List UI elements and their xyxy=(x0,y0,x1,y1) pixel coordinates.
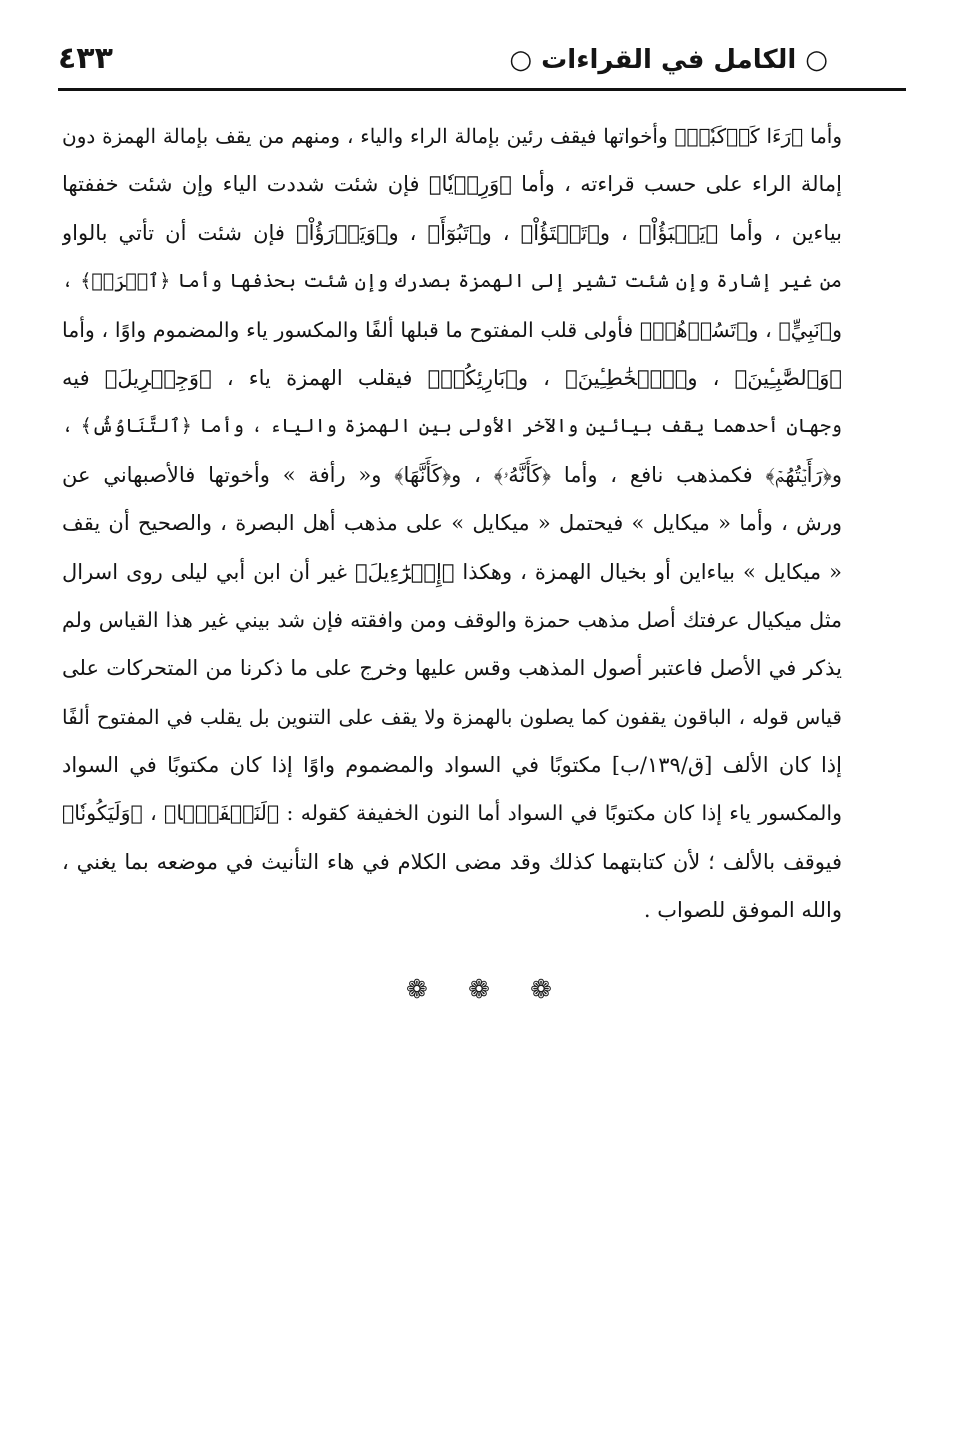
ornament-icon: ❁ xyxy=(530,975,562,1005)
text-line: إذا كان الألف [ق/١٣٩/ب] مكتوبًا في السواد والمضموم واوًا إذا كان مكتوبًا في السواد xyxy=(62,753,842,778)
ornament-icon: ❁ xyxy=(406,975,438,1005)
text-line: و﴿نَبِيٍّ﴾ ، و﴿تَسُؤۡهُمۡ﴾ فأولى قلب المفتوح ما قبلها ألفًا والمكسور ياء والمضموم واوًا ، وأما xyxy=(62,317,842,342)
text-line: ورش ، وأما « ميكايل » فيحتمل « ميكايل » على مذهب أهل البصرة ، والصحيح أن يقف xyxy=(62,511,842,536)
text-line: فيوقف بالألف ؛ لأن كتابتهما كذلك وقد مضى الكلام في هاء التأنيث في موضعه بما يغني ، xyxy=(62,849,842,874)
text-line: مثل ميكيال عرفتك أصل مذهب حمزة والوقف ومن وافقته فإن شد بيني غير هذا القياس ولم xyxy=(62,607,842,632)
body-text xyxy=(62,112,842,935)
section-end-ornaments xyxy=(0,970,968,1010)
text-line: « ميكايل » بياءاين أو بخيال الهمزة ، وهكذا ﴿إِسۡرَٰٓءِيلَ﴾ غير أن ابن أبي ليلى روى اسرال xyxy=(62,559,842,584)
text-line: قياس قوله ، الباقون يقفون كما يصلون بالهمزة ولا يقف على التنوين بل يقلب في المفتوح ألفًا xyxy=(62,704,842,729)
text-line: وجهان أحدهما يقف بيائين والآخر الأولى بين الهمزة والياء ، وأما ﴿ٱلتَّنَاوُشُ﴾ ، xyxy=(62,415,842,438)
header-rule xyxy=(58,88,906,91)
text-line: يذكر في الأصل فاعتبر أصول المذهب وقس عليها وخرج على ما ذكرنا من المتحركات على xyxy=(62,656,842,681)
page-header xyxy=(58,30,828,88)
text-line: ﴿وَٱلصَّٰبِـِٔينَ﴾ ، و﴿ٱلۡخَٰطِـِٔينَ﴾ ، و﴿بَارِئِكُمۡ﴾ فيقلب الهمزة ياء ، ﴿وَجِبۡرِيلَ﴾ فيه xyxy=(62,365,842,390)
text-line: من غير إشارة وإن شئت تشير إلى الهمزة بصدرك وإن شئت بحذفها وأما ﴿ٱقۡرَأۡ﴾ ، xyxy=(62,270,842,293)
running-title: ○ الكامل في القراءات ○ xyxy=(509,45,828,75)
text-line: إمالة الراء على حسب قراءته ، وأما ﴿وَرِءۡيٗا﴾ فإن شئت شددت الياء وإن شئت خففتها xyxy=(62,172,842,197)
text-line: وأما ﴿رَءَا كَوۡكَبٗاۖ﴾ وأخواتها فيقف رئين بإمالة الراء والياء ، ومنهم من يقف بإمالة الهمزة دون xyxy=(62,124,842,148)
page-number: ٤٣٣ xyxy=(58,41,113,76)
text-line: و﴿رَأَيۡتُهُمۡ﴾ فكمذهب نافع ، وأما ﴿كَأَنَّهُۥ﴾ ، و﴿كَأَنَّهَا﴾ و« رأفة » وأخوتها فالأصبهاني عن xyxy=(62,462,842,487)
text-line: والمكسور ياء إذا كان مكتوبًا في السواد أما النون الخفيفة كقوله : ﴿لَنَسۡفَعَۢا﴾ ، ﴿وَلَيَكُونٗا﴾ xyxy=(62,801,842,826)
ornament-icon: ❁ xyxy=(468,975,500,1005)
text-line: بياءين ، وأما ﴿يَعۡبَؤُاْ﴾ ، و﴿تَفۡتَؤُاْ﴾ ، و﴿تَبُوٓأَ﴾ ، و﴿وَيَدۡرَؤُاْ﴾ فإن شئت أن تأتي بالواو xyxy=(62,220,842,245)
text-line-final: والله الموفق للصواب . xyxy=(643,898,842,923)
